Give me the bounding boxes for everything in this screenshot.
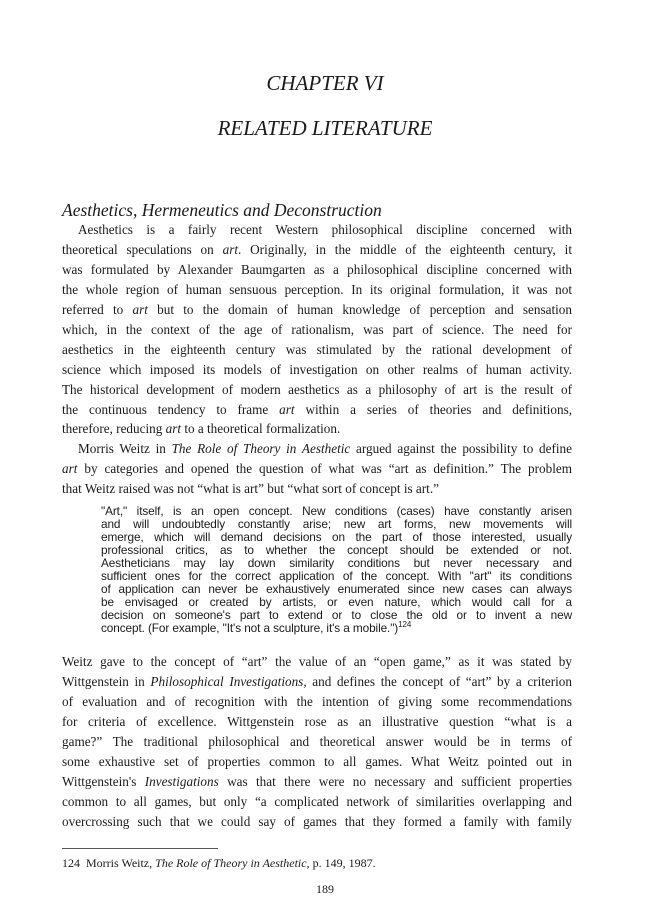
text-line: The historical development of modern aesthetics as a philosophy of art is the result of xyxy=(62,382,572,397)
quote-line: concept. (For example, "It's not a sculpture, it's a mobile.")$^{124}$ xyxy=(101,620,412,635)
book-title: The Role of Theory in Aesthetic, xyxy=(155,856,310,870)
book-title: Philosophical Investigations, xyxy=(150,674,307,689)
quote-line: and will undoubtedly constantly arise; new art forms, new movements will xyxy=(101,517,572,531)
text-line: for criteria of excellence. Wittgenstein rose as an illustrative question “what is a xyxy=(62,714,572,729)
quote-line: be envisaged or created by artists, or even nature, which would call for a xyxy=(101,595,572,609)
quote-line: professional critics, as to whether the concept should be extended or not. xyxy=(101,543,572,557)
text-line: theoretical speculations on art. Originally, in the middle of the eighteenth century, it xyxy=(62,242,572,257)
text-line: of evaluation and of recognition with the intention of giving some recommendations xyxy=(62,694,572,709)
quote-line: Aestheticians may lay down similarity conditions but never necessary and xyxy=(101,556,572,570)
text-line: Aesthetics is a fairly recent Western philosophical discipline concerned with xyxy=(78,222,572,237)
emphasis: art xyxy=(222,242,238,257)
text-line: was formulated by Alexander Baumgarten as a philosophical discipline concerned with xyxy=(62,262,572,277)
quote-line: decision on someone's part to extend or to close the old or to invent a new xyxy=(101,608,572,622)
text-line: some exhaustive set of properties common to all games. What Weitz pointed out in xyxy=(62,754,572,769)
emphasis: art xyxy=(62,461,78,476)
section-heading: Aesthetics, Hermeneutics and Deconstruction xyxy=(62,200,382,220)
text-line: Morris Weitz in The Role of Theory in Aesthetic argued against the possibility to define xyxy=(78,441,573,456)
text-line: Weitz gave to the concept of “art” the value of an “open game,” as it was stated by xyxy=(62,654,572,669)
text-line: art by categories and opened the question of what was “art as definition.” The problem xyxy=(62,461,572,476)
quote-line: sufficient ones for the correct application of the concept. With "art" its conditions xyxy=(101,569,572,583)
emphasis: art xyxy=(165,421,182,436)
footnote-number: 124 xyxy=(62,856,80,870)
quote-line: "Art," itself, is an open concept. New conditions (cases) have constantly arisen xyxy=(101,504,572,518)
text-line: overcrossing such that we could say of games that they formed a family with family xyxy=(62,814,572,829)
text-line: referred to art but to the domain of human knowledge of perception and sensation xyxy=(62,302,572,317)
book-title: Investigations xyxy=(144,774,219,789)
footnote-reference[interactable]: 124 xyxy=(398,620,412,629)
text-line: game?” The traditional philosophical and theoretical answer would be in terms of xyxy=(62,734,572,749)
text-line: that Weitz raised was not “what is art” but “what sort of concept is art.” xyxy=(62,481,439,496)
text-line: common to all games, but only “a complicated network of similarities overlapping and xyxy=(62,794,572,809)
footnote-divider xyxy=(62,848,218,849)
text-line: aesthetics in the eighteenth century was stimulated by the rational development of xyxy=(62,342,572,357)
quote-line: emerge, which will demand decisions on the part of those interested, usually xyxy=(101,530,572,544)
page-number: 189 xyxy=(316,882,334,896)
chapter-title: RELATED LITERATURE xyxy=(217,116,433,140)
text-line: Wittgenstein's Investigations was that there were no necessary and sufficient properties xyxy=(62,774,572,789)
emphasis: art xyxy=(279,402,295,417)
text-line: the whole region of human sensuous perception. In its original formulation, it was not xyxy=(62,282,572,297)
text-line: therefore, reducing art to a theoretical formalization. xyxy=(62,421,341,436)
text-line: the continuous tendency to frame art within a series of theories and definitions, xyxy=(62,402,572,417)
quote-line: of application can never be exhaustively enumerated since new cases can always xyxy=(101,582,572,596)
footnote: 124 Morris Weitz, The Role of Theory in Aesthetic, p. 149, 1987. xyxy=(62,856,376,870)
emphasis: art xyxy=(132,302,148,317)
chapter-number: CHAPTER VI xyxy=(266,71,384,95)
text-line: which, in the context of the age of rationalism, was part of science. The need for xyxy=(62,322,572,337)
book-title: The Role of Theory in Aesthetic xyxy=(171,441,351,456)
text-line: science which imposed its models of investigation on other realms of human activity. xyxy=(62,362,572,377)
text-line: Wittgenstein in Philosophical Investigations, and defines the concept of “art” by a criterion xyxy=(62,674,572,689)
